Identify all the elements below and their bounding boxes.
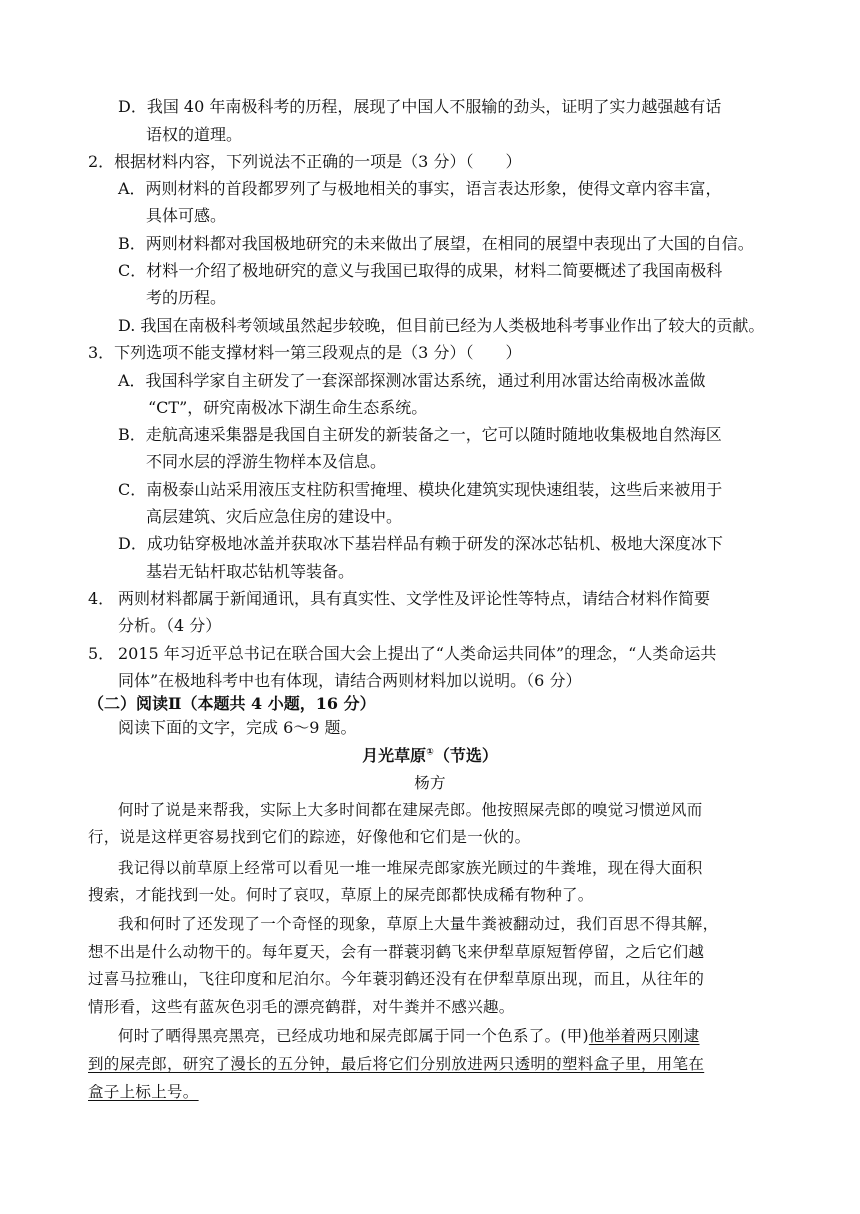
q2-option-b: B．两则材料都对我国极地研究的未来做出了展望，在相同的展望中表现出了大国的自信。 xyxy=(118,234,754,253)
passage-p3-cont3: 情形看，这些有蓝灰色羽毛的漂亮鹤群，对牛粪并不感兴趣。 xyxy=(88,998,515,1016)
underlined-sentence-a-cont1: 到的屎壳郎，研究了漫长的五分钟，最后将它们分别放进两只透明的塑料盒子里，用笔在 xyxy=(88,1055,705,1073)
q3-option-b-cont: 不同水层的浮游生物样本及信息。 xyxy=(146,452,387,471)
passage-p1: 何时了说是来帮我，实际上大多时间都在建屎壳郎。他按照屎壳郎的嗅觉习惯逆风而 xyxy=(118,801,703,819)
q3-option-d: D．成功钻穿极地冰盖并获取冰下基岩样品有赖于研发的深冰芯钻机、极地大深度冰下 xyxy=(118,534,723,553)
q2-option-c: C．材料一介绍了极地研究的意义与我国已取得的成果，材料二简要概述了我国南极科 xyxy=(118,261,723,280)
q4-number: 4． xyxy=(88,589,115,608)
section-heading: （二）阅读Ⅱ（本题共 4 小题，16 分） xyxy=(88,694,376,713)
q3-option-a: A．我国科学家自主研发了一套深部探测冰雷达系统，通过利用冰雷达给南极冰盖做 xyxy=(118,371,706,390)
q3-option-c-cont: 高层建筑、灾后应急住房的建设中。 xyxy=(146,507,403,526)
q2-option-d: D. 我国在南极科考领域虽然起步较晚，但目前已经为人类极地科考事业作出了较大的贡献。 xyxy=(118,316,765,335)
q4-stem-cont: 分析。（4 分） xyxy=(118,616,222,635)
q5-stem: 2015 年习近平总书记在联合国大会上提出了“人类命运共同体”的理念，“人类命运共 xyxy=(118,644,717,663)
q3-option-d-cont: 基岩无钻杆取芯钻机等装备。 xyxy=(146,562,355,581)
q2-option-c-cont: 考的历程。 xyxy=(146,288,227,307)
passage-p4: 何时了晒得黑亮黑亮，已经成功地和屎壳郎属于同一个色系了。(甲)他举着两只刚逮 xyxy=(118,1027,700,1045)
q3-option-a-cont: “CT”，研究南极冰下湖生命生态系统。 xyxy=(148,398,428,417)
q3-stem: 3．下列选项不能支撑材料一第三段观点的是（3 分）（ ） xyxy=(88,343,522,362)
q5-number: 5． xyxy=(88,644,115,663)
section-instruction: 阅读下面的文字，完成 6～9 题。 xyxy=(118,718,357,737)
underlined-sentence-a-cont2: 盒子上标上号。 xyxy=(88,1083,199,1101)
q4-stem: 两则材料都属于新闻通讯，具有真实性、文学性及评论性等特点，请结合材料作简要 xyxy=(118,589,711,608)
q2-stem: 2．根据材料内容，下列说法不正确的一项是（3 分）（ ） xyxy=(88,152,522,171)
passage-title: 月光草原①（节选） xyxy=(362,746,498,765)
passage-p2: 我记得以前草原上经常可以看见一堆一堆屎壳郎家族光顾过的牛粪堆，现在得大面积 xyxy=(118,859,703,877)
passage-p3-cont2: 过喜马拉雅山，飞往印度和尼泊尔。今年蓑羽鹤还没有在伊犁草原出现，而且，从往年的 xyxy=(88,970,705,988)
q1-option-d: D．我国 40 年南极科考的历程，展现了中国人不服输的劲头，证明了实力越强越有话 xyxy=(118,97,722,116)
q2-option-a-cont: 具体可感。 xyxy=(146,206,227,225)
passage-p1-cont: 行，说是这样更容易找到它们的踪迹，好像他和它们是一伙的。 xyxy=(88,828,531,846)
q1-option-d-cont: 语权的道理。 xyxy=(146,125,243,144)
q2-option-a: A．两则材料的首段都罗列了与极地相关的事实，语言表达形象，使得文章内容丰富， xyxy=(118,179,722,198)
q3-option-c: C．南极泰山站采用液压支柱防积雪掩埋、模块化建筑实现快速组装，这些后来被用于 xyxy=(118,480,723,499)
passage-p3-cont1: 想不出是什么动物干的。每年夏天，会有一群蓑羽鹤飞来伊犁草原短暂停留，之后它们越 xyxy=(88,943,705,961)
passage-author: 杨方 xyxy=(414,774,446,792)
underlined-sentence-a: 他举着两只刚逮 xyxy=(588,1027,700,1045)
passage-p3: 我和何时了还发现了一个奇怪的现象，草原上大量牛粪被翻动过，我们百思不得其解， xyxy=(118,915,719,933)
passage-p2-cont: 搜索，才能找到一处。何时了哀叹，草原上的屎壳郎都快成稀有物种了。 xyxy=(88,886,594,904)
q3-option-b: B．走航高速采集器是我国自主研发的新装备之一，它可以随时随地收集极地自然海区 xyxy=(118,425,722,444)
q5-stem-cont: 同体”在极地科考中也有体现，请结合两则材料加以说明。（6 分） xyxy=(118,671,582,690)
footnote-marker: ① xyxy=(426,747,434,758)
